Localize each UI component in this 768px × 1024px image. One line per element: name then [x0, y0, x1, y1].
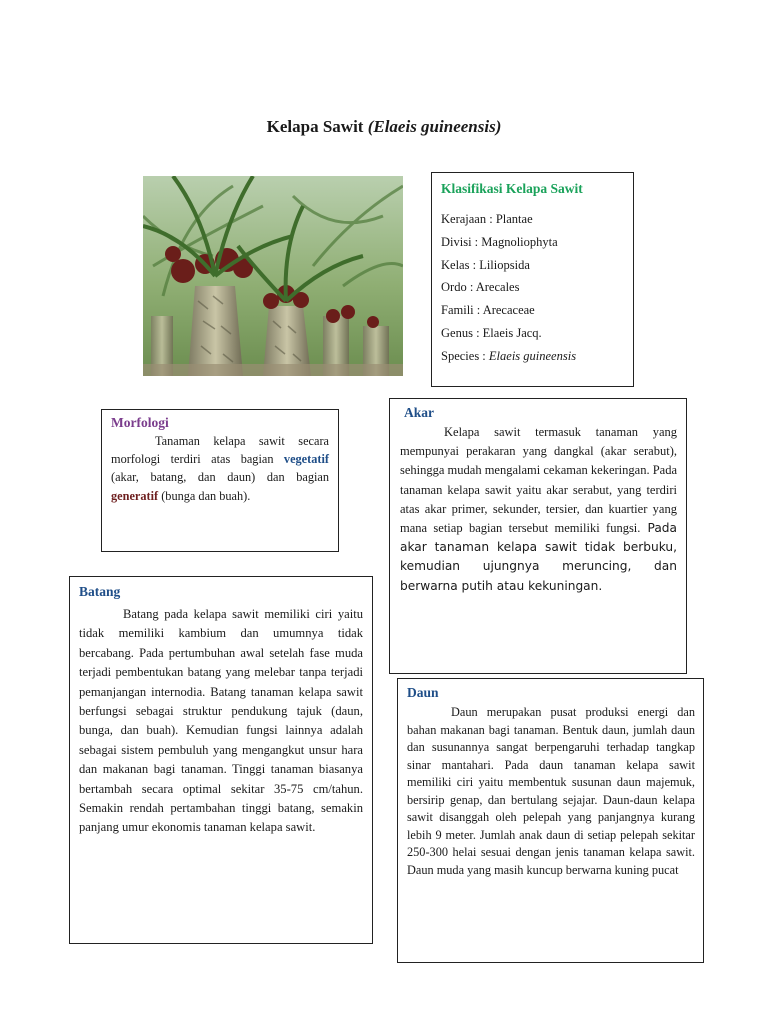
daun-box [397, 678, 704, 963]
morfologi-heading: Morfologi [111, 415, 169, 430]
klasifikasi-row: Kerajaan : Plantae [441, 212, 533, 226]
klasifikasi-row: Divisi : Magnoliophyta [441, 234, 558, 249]
daun-text: Daun merupakan pusat produksi energi dan bahan makanan bagi tanaman. Bentuk daun, jumlah daun dan susunannya sangat berpengaruhi terhadap tangkap sinar mantahari. Pada daun tanaman kelapa sawit memiliki ciri yaitu membentuk susunan daun majemuk, bersirip genap, dan bertulang sejajar. Daun-daun kelapa sawit disanggah oleh pelepah yang panjangnya kurang lebih 9 meter. Jumlah anak daun di setiap pelepah sekitar 250-300 helai sesuai dengan jenis tanaman kelapa sawit. Daun muda yang masih kuncup berwarna kuning pucat [407, 705, 695, 877]
morfologi-text: Tanaman kelapa sawit secara morfologi terdiri atas bagian vegetatif (akar, batang, dan daun) dan bagian generatif (bunga dan buah). [111, 434, 329, 503]
page-title [0, 117, 768, 137]
akar-heading: Akar [404, 405, 434, 420]
klasifikasi-heading: Klasifikasi Kelapa Sawit [441, 181, 583, 196]
klasifikasi-box [431, 172, 634, 387]
klasifikasi-row: Genus : Elaeis Jacq. [441, 325, 542, 340]
klasifikasi-row: Species : Elaeis guineensis [441, 348, 577, 363]
generatif-term: generatif [111, 488, 159, 503]
daun-heading: Daun [407, 685, 439, 700]
klasifikasi-row: Famili : Arecaceae [441, 303, 535, 318]
title-main: Kelapa Sawit [266, 117, 364, 136]
klasifikasi-row: Ordo : Arecales [441, 280, 520, 295]
oil-palm-tree-photo-icon [143, 176, 403, 376]
akar-box [389, 398, 687, 674]
batang-box [69, 576, 373, 944]
batang-heading: Batang [79, 584, 121, 599]
morfologi-box [101, 409, 339, 552]
klasifikasi-row: Kelas : Liliopsida [441, 257, 530, 272]
batang-text: Batang pada kelapa sawit memiliki ciri yaitu tidak memiliki kambium dan umumnya tidak bercabang. Pada pertumbuhan awal setelah fase muda terjadi pembentukan batang yang melebar tanpa terjadi pemanjangan internodia. Batang tanaman kelapa sawit berfungsi sebagai struktur pendukung tajuk (daun, bunga, dan buah). Kemudian fungsi lainnya adalah sebagai sistem pembuluh yang mengangkut unsur hara dan makanan bagi tanaman. Tinggi tanaman biasanya bertambah secara optimal sekitar 35-75 cm/tahun. Semakin rendah pertambahan tinggi batang, semakin panjang umur ekonomis tanaman kelapa sawit. [79, 607, 363, 835]
akar-text: Kelapa sawit termasuk tanaman yang mempunyai perakaran yang dangkal (akar serabut), sehingga mudah mengalami cekaman kekeringan. Pada tanaman kelapa sawit yaitu akar serabut, yang terdiri atas akar primer, sekunder, tersier, dan kuartier yang mana setiap bagian tersebut memiliki fungsi. Pada akar tanaman kelapa sawit tidak berbuku, kemudian ujungnya meruncing, dan berwarna putih atau kekuningan. [400, 425, 678, 593]
vegetatif-term: vegetatif [283, 452, 329, 467]
oil-palm-photo [143, 176, 403, 376]
title-latin: (Elaeis guineensis) [367, 117, 502, 136]
